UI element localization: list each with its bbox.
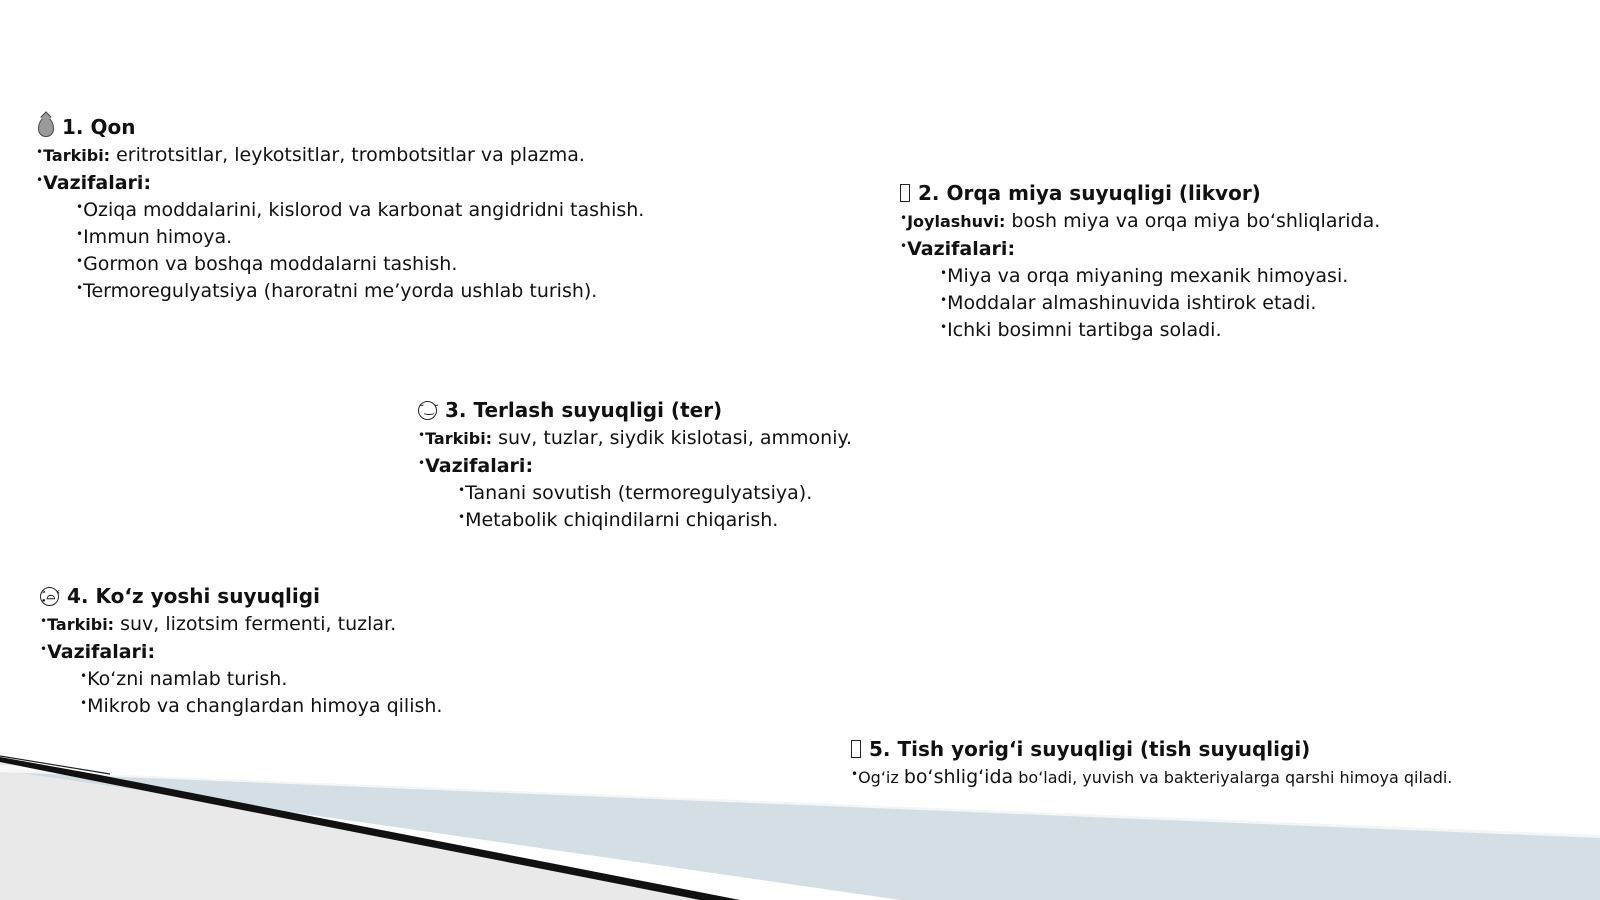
bullet: • xyxy=(418,456,426,470)
section-terlash-suyuqligi xyxy=(418,397,852,532)
heading-text: 3. Terlash suyuqligi (ter) xyxy=(445,398,723,422)
function-item xyxy=(36,195,644,222)
function-item xyxy=(418,478,852,505)
composition-label: Tarkibi: xyxy=(47,615,115,634)
heading-text: 4. Ko‘z yoshi suyuqligi xyxy=(67,584,320,608)
function-item xyxy=(36,222,644,249)
function-item xyxy=(40,664,442,691)
bullet: • xyxy=(458,510,466,524)
function-text: Ko‘zni namlab turish. xyxy=(87,668,288,690)
functions-label: Vazifalari: xyxy=(43,172,152,194)
composition-label: Tarkibi: xyxy=(43,146,111,165)
description-text-c: bo‘ladi, yuvish va bakteriyalarga qarshi himoya qiladi. xyxy=(1013,768,1453,787)
section-heading xyxy=(36,114,644,140)
section-heading xyxy=(418,397,852,423)
section-heading xyxy=(40,583,442,609)
missing-glyph-icon xyxy=(900,184,910,202)
function-text: Metabolik chiqindilarni chiqarish. xyxy=(465,509,779,531)
bullet: • xyxy=(76,227,84,241)
bullet: • xyxy=(900,211,908,225)
bullet: • xyxy=(900,239,908,253)
section-heading xyxy=(900,180,1380,206)
bullet: • xyxy=(940,320,948,334)
composition-line xyxy=(40,609,442,637)
function-text: Moddalar almashinuvida ishtirok etadi. xyxy=(947,292,1317,314)
missing-glyph-icon xyxy=(851,740,861,758)
composition-label: Tarkibi: xyxy=(425,429,493,448)
description-line xyxy=(851,762,1452,790)
function-item xyxy=(900,315,1380,342)
description-text-b: bo‘shlig‘ida xyxy=(903,766,1014,788)
crying-face-icon: ˃̣̣̥⌓˂ xyxy=(40,587,59,606)
section-koz-yoshi-suyuqligi xyxy=(40,583,442,718)
bullet: • xyxy=(36,145,44,159)
functions-label-line xyxy=(418,451,852,478)
composition-text: suv, tuzlar, siydik kislotasi, ammoniy. xyxy=(492,427,853,449)
bullet: • xyxy=(40,642,48,656)
bullet: • xyxy=(80,696,88,710)
heading-text: 1. Qon xyxy=(62,115,136,139)
function-item xyxy=(40,691,442,718)
functions-label: Vazifalari: xyxy=(907,238,1016,260)
bullet: • xyxy=(40,614,48,628)
bullet: • xyxy=(940,266,948,280)
functions-label: Vazifalari: xyxy=(425,455,534,477)
function-item xyxy=(36,249,644,276)
bullet: • xyxy=(36,173,44,187)
function-text: Tanani sovutish (termoregulyatsiya). xyxy=(465,482,813,504)
bullet: • xyxy=(458,483,466,497)
function-text: Oziqa moddalarini, kislorod va karbonat angidridni tashish. xyxy=(83,199,645,221)
bullet: • xyxy=(418,428,426,442)
bullet: • xyxy=(76,200,84,214)
function-text: Ichki bosimni tartibga soladi. xyxy=(947,319,1222,341)
composition-line xyxy=(36,140,644,168)
functions-label: Vazifalari: xyxy=(47,641,156,663)
bullet: • xyxy=(80,669,88,683)
function-text: Gormon va boshqa moddalarni tashish. xyxy=(83,253,458,275)
composition-text: suv, lizotsim fermenti, tuzlar. xyxy=(114,613,397,635)
heading-text: 5. Tish yorig‘i suyuqligi (tish suyuqligi) xyxy=(869,737,1311,761)
function-text: Mikrob va changlardan himoya qilish. xyxy=(87,695,443,717)
function-item xyxy=(418,505,852,532)
section-tish-yorigi-suyuqligi xyxy=(851,736,1452,790)
drop-icon xyxy=(38,117,54,137)
section-heading xyxy=(851,736,1452,762)
composition-line xyxy=(900,206,1380,234)
description-text-a: Og‘iz xyxy=(858,768,904,787)
section-qon xyxy=(36,114,644,303)
composition-text: bosh miya va orqa miya bo‘shliqlarida. xyxy=(1005,210,1381,232)
function-text: Miya va orqa miyaning mexanik himoyasi. xyxy=(947,265,1349,287)
bullet: • xyxy=(76,254,84,268)
composition-label: Joylashuvi: xyxy=(907,212,1006,231)
bullet: • xyxy=(76,281,84,295)
bullet: • xyxy=(940,293,948,307)
function-item xyxy=(900,261,1380,288)
composition-text: eritrotsitlar, leykotsitlar, trombotsitlar va plazma. xyxy=(110,144,585,166)
bullet: • xyxy=(851,767,859,781)
functions-label-line xyxy=(900,234,1380,261)
function-item xyxy=(900,288,1380,315)
composition-line xyxy=(418,423,852,451)
section-orqa-miya-suyuqligi xyxy=(900,180,1380,342)
function-text: Immun himoya. xyxy=(83,226,233,248)
heading-text: 2. Orqa miya suyuqligi (likvor) xyxy=(918,181,1261,205)
functions-label-line xyxy=(36,168,644,195)
functions-label-line xyxy=(40,637,442,664)
sweat-face-icon: ˘‿˘ xyxy=(418,401,437,420)
function-item xyxy=(36,276,644,303)
function-text: Termoregulyatsiya (haroratni me’yorda ushlab turish). xyxy=(83,280,598,302)
